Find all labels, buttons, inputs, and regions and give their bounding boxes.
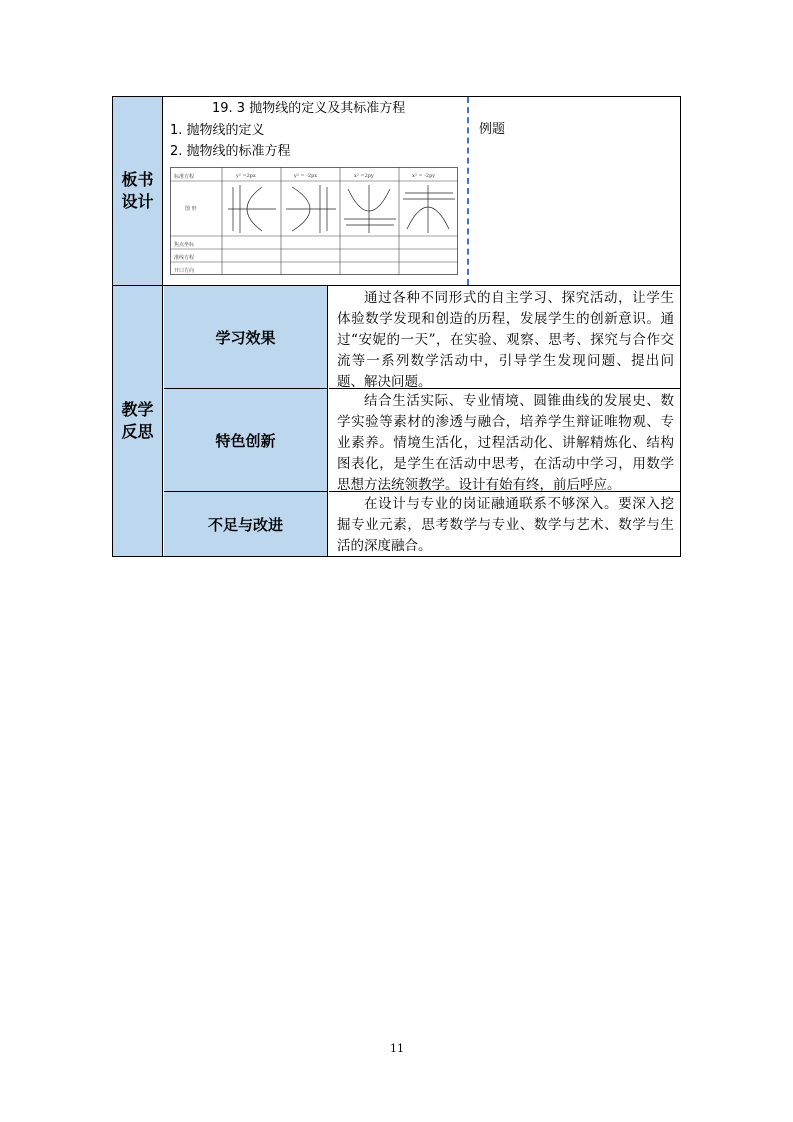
board-divider: [467, 97, 469, 285]
board-content: [164, 97, 464, 285]
innovation-text: 结合生活实际、专业情境、圆锥曲线的发展史、数学实验等素材的渗透与融合，培养学生辩证唯物观、专业素养。情境生活化，过程活动化、讲解精炼化、结构图表化，是学生在活动中思考，在活动中学习，用数学思想方法统领教学。设计有始有终，前后呼应。: [329, 389, 680, 492]
board-item-1: 1. 抛物线的定义: [170, 123, 265, 138]
mini-graph-label: 图 形: [185, 206, 197, 212]
page-number: 11: [390, 1042, 404, 1055]
mini-row-opening: 开口方向: [174, 268, 195, 274]
parabola-table-image: [170, 167, 458, 275]
category-learning-effect: 学习效果: [164, 286, 328, 389]
mini-table-header: 标准方程: [174, 174, 195, 180]
category-improvement: 不足与改进: [164, 492, 328, 556]
example-label: 例题: [479, 122, 506, 137]
mini-row-directrix: 准线方程: [174, 255, 195, 261]
board-title: 19. 3 抛物线的定义及其标准方程: [212, 101, 406, 116]
improvement-text: 在设计与专业的岗证融通联系不够深入。要深入挖掘专业元素，思考数学与专业、数学与艺术、数学与生活的深度融合。: [337, 496, 674, 554]
board-item-2: 2. 抛物线的标准方程: [170, 144, 291, 159]
mini-row-focus: 焦点坐标: [174, 242, 195, 248]
reflection-label: 教学 反思: [113, 286, 163, 556]
mini-eq-3: x² =2py: [354, 173, 374, 179]
category-innovation: 特色创新: [164, 389, 328, 492]
mini-eq-2: y² = -2px: [294, 173, 318, 179]
board-design-label: 板书 设计: [113, 97, 163, 285]
mini-eq-1: y² =2px: [236, 173, 256, 179]
mini-eq-4: x² = -2py: [412, 173, 436, 179]
learning-effect-text: 通过各种不同形式的自主学习、探究活动，让学生体验数学发现和创造的历程，发展学生的创新意识。通过“安妮的一天”，在实验、观察、思考、探究与合作交流等一系列数学活动中，引导学生发现问题、提出问题、解决问题。: [329, 286, 680, 389]
